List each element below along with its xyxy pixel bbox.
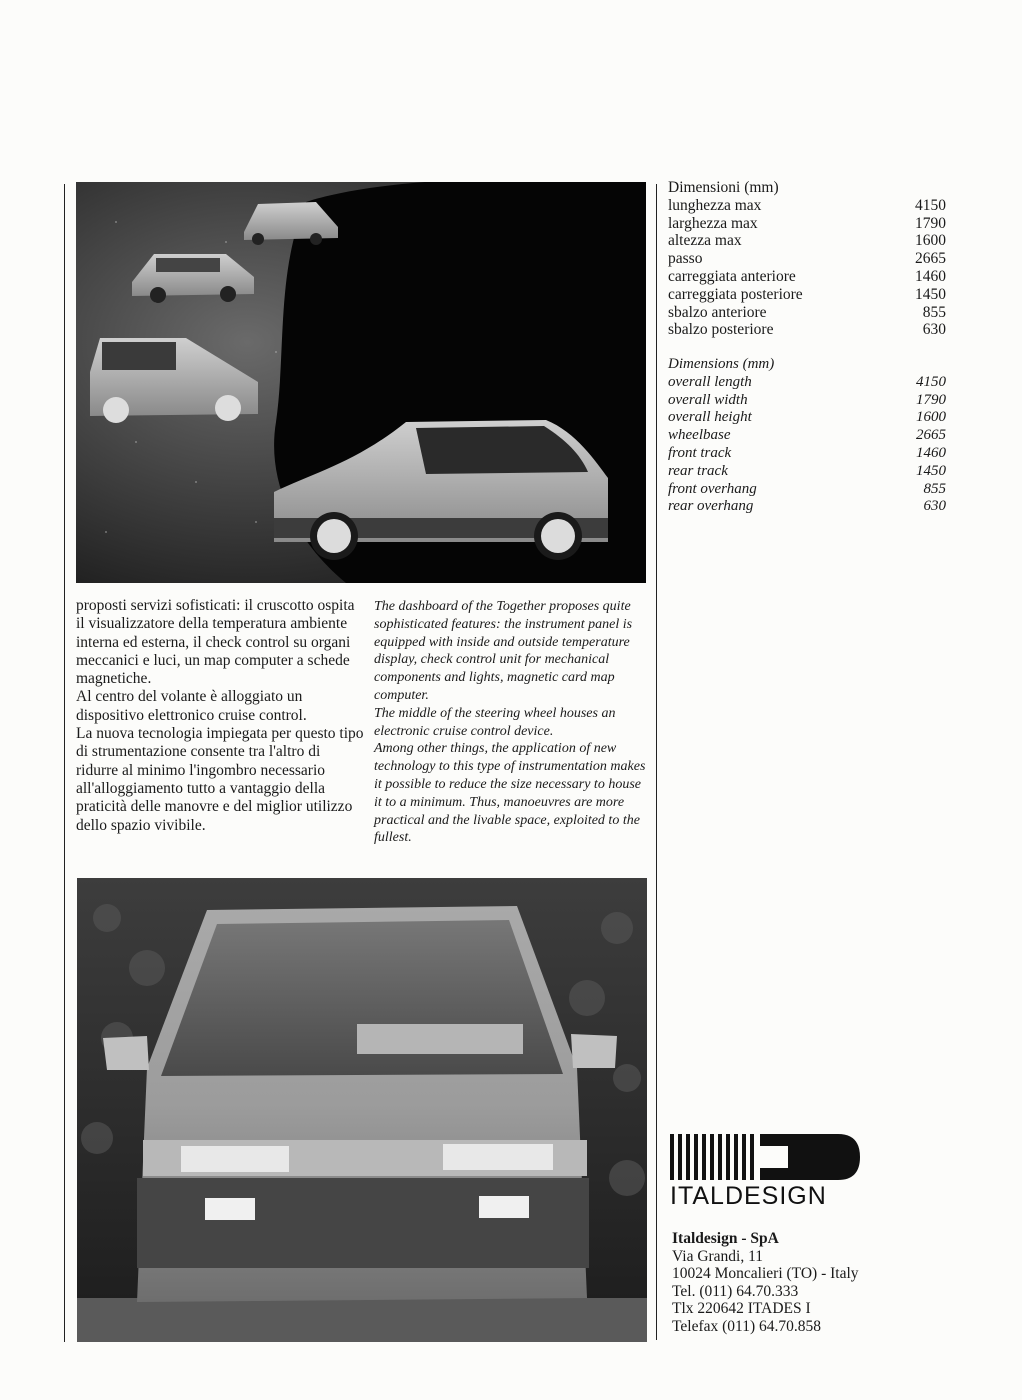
address-fax: Telefax (011) 64.70.858: [672, 1317, 821, 1335]
spec-row: [668, 392, 946, 410]
spec-row: [668, 304, 946, 322]
spec-label: sbalzo posteriore: [668, 321, 774, 339]
english-paragraph: Among other things, the application of new technology to this type of instrumentation makes it possible to reduce the size necessary to house it to a minimum. Thus, manoeuvres are more practical and the livable space, exploited to the fullest.: [374, 741, 646, 846]
specs-english: [668, 356, 946, 516]
address-city: 10024 Moncalieri (TO) - Italy: [672, 1265, 859, 1283]
specs-italian: [668, 179, 946, 339]
spec-row: [668, 445, 946, 463]
spec-row: [668, 197, 946, 215]
spec-label: wheelbase: [668, 427, 731, 444]
spec-row: [668, 268, 946, 286]
english-paragraph: The dashboard of the Together proposes quite sophisticated features: the instrument panel is equipped with inside and outside temperature display, check control unit for mechanical components and lights, magnetic card map computer.: [374, 599, 633, 703]
spec-value: 1460: [915, 267, 946, 285]
spec-value: 855: [922, 303, 946, 321]
specs-title: Dimensions (mm): [668, 356, 775, 372]
photo-car-front: [77, 878, 647, 1342]
address-street: Via Grandi, 11: [672, 1247, 764, 1265]
spec-row: [668, 232, 946, 250]
spec-row: [668, 250, 946, 268]
spec-row: [668, 481, 946, 499]
spec-row: [668, 498, 946, 516]
company-name: Italdesign - SpA: [672, 1230, 779, 1247]
photo-car-models: [76, 182, 646, 583]
spec-label: front track: [668, 444, 732, 461]
spec-label: passo: [668, 250, 703, 268]
english-paragraph: The middle of the steering wheel houses an electronic cruise control device.: [374, 705, 616, 739]
spec-label: rear track: [668, 462, 728, 479]
spec-value: 630: [923, 498, 946, 515]
spec-row: [668, 215, 946, 233]
specs-title: Dimensioni (mm): [668, 179, 779, 196]
spec-label: rear overhang: [668, 498, 754, 515]
spec-label: overall length: [668, 373, 752, 390]
logo-wordmark: ITALDESIGN: [670, 1182, 827, 1210]
company-address: [672, 1230, 859, 1336]
spec-value: 4150: [915, 196, 946, 214]
address-tel: Tel. (011) 64.70.333: [672, 1282, 799, 1300]
spec-value: 2665: [915, 250, 946, 268]
spec-row: [668, 374, 946, 392]
italian-paragraph: La nuova tecnologia impiegata per questo tipo di strumentazione consente tra l'altro di ridurre al minimo l'ingombro necessario all'alloggiamento tutto a vantaggio della praticità delle manovre e del miglior utilizzo dello spazio vivibile.: [76, 725, 364, 834]
barcode-mark-icon: [670, 1134, 860, 1180]
spec-label: altezza max: [668, 232, 742, 250]
italdesign-logo: [670, 1134, 860, 1211]
spec-label: carreggiata anteriore: [668, 267, 796, 285]
spec-value: 1450: [915, 285, 946, 303]
spec-label: sbalzo anteriore: [668, 303, 767, 321]
spec-value: 1600: [916, 409, 946, 426]
address-telex: Tlx 220642 ITADES I: [672, 1300, 811, 1318]
spec-label: overall height: [668, 409, 752, 426]
english-text-column: [374, 598, 646, 847]
spec-row: [668, 427, 946, 445]
spec-value: 630: [922, 321, 946, 339]
spec-row: [668, 286, 946, 304]
italian-paragraph: Al centro del volante è alloggiato un dispositivo elettronico cruise control.: [76, 688, 307, 724]
spec-value: 855: [923, 480, 946, 497]
spec-value: 4150: [916, 373, 946, 390]
spec-row: [668, 321, 946, 339]
italian-text-column: [76, 597, 366, 835]
spec-label: lunghezza max: [668, 196, 762, 214]
spec-value: 1450: [916, 462, 946, 479]
spec-value: 2665: [916, 427, 946, 444]
center-rule: [656, 184, 657, 1340]
italian-paragraph: proposti servizi sofisticati: il cruscotto ospita il visualizzatore della temperatura ambiente interna ed esterna, il check control su organi meccanici e luci, un map computer a schede magnetiche.: [76, 597, 355, 688]
spec-label: overall width: [668, 391, 748, 408]
spec-label: front overhang: [668, 480, 757, 497]
spec-row: [668, 463, 946, 481]
spec-label: larghezza max: [668, 214, 758, 232]
spec-value: 1600: [915, 232, 946, 250]
spec-value: 1790: [915, 214, 946, 232]
spec-value: 1790: [916, 391, 946, 408]
spec-label: carreggiata posteriore: [668, 285, 803, 303]
spec-value: 1460: [916, 444, 946, 461]
spec-row: [668, 409, 946, 427]
left-rule: [64, 184, 65, 1342]
